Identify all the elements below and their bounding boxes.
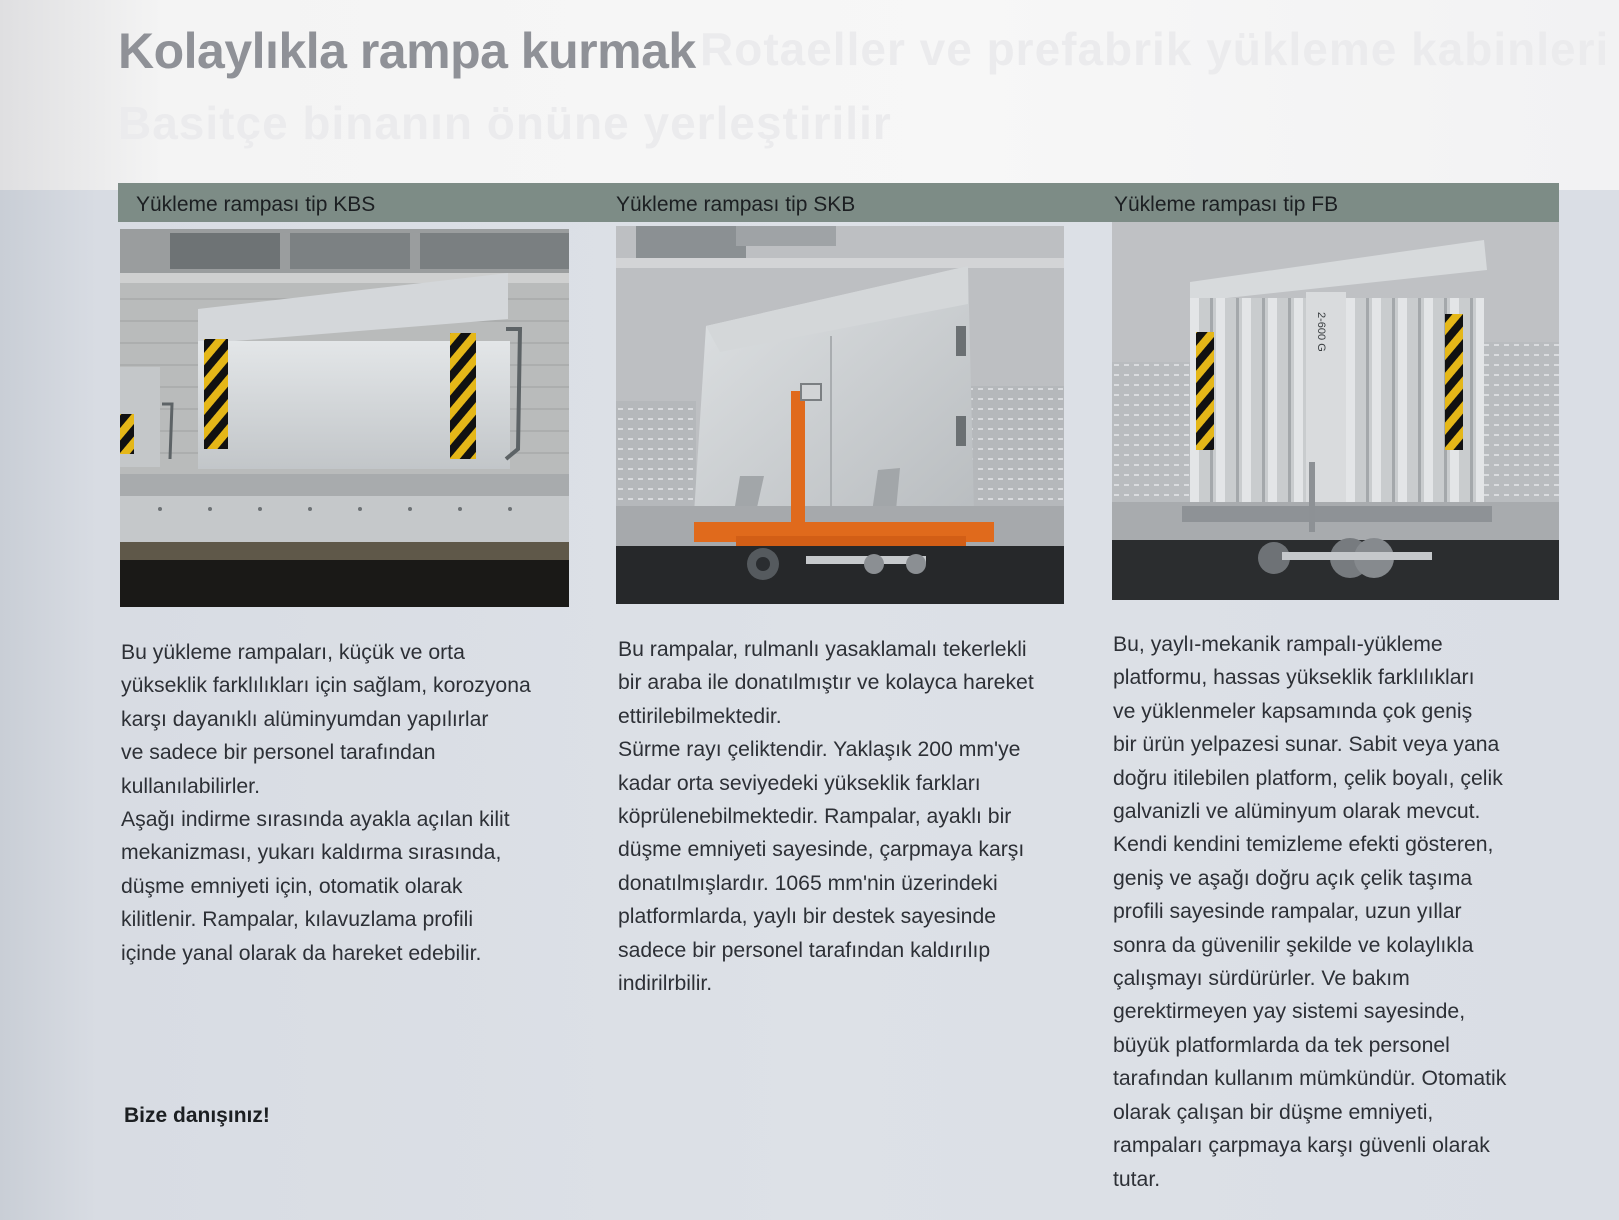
heading-skb: Yükleme rampası tip SKB xyxy=(616,193,856,216)
page-title: Kolaylıkla rampa kurmak xyxy=(118,23,696,79)
contact-us-callout: Bize danışınız! xyxy=(124,1104,270,1127)
skb-paragraph-1: Bu rampalar, rulmanlı yasaklamalı tekerlekli bir araba ile donatılmıştır ve kolayca hareket ettirilebilmektedir. xyxy=(618,638,1034,728)
photo-fb-ramp xyxy=(1112,222,1559,600)
ghost-text-line-2: Basitçe binanın önüne yerleştirilir xyxy=(118,97,892,149)
photo-kbs-ramp xyxy=(120,229,569,607)
fb-paragraph-1: Bu, yaylı-mekanik rampalı-yükleme platformu, hassas yükseklik farklılıkları ve yüklenmeler kapsamında çok geniş bir ürün yelpazesi sunar. Sabit veya yana doğru itilebilen platform, çelik boyalı, çelik galvanizli ve alüminyum olarak mevcut. Kendi kendini temizleme efekti gösteren, geniş ve aşağı doğru açık çelik taşıma profili sayesinde rampalar, uzun yıllar sonra da güvenilir şekilde ve kolaylıkla çalışmayı sürdürürler. Ve bakım gerektirmeyen yay sistemi sayesinde, büyük platformlarda da tek personel tarafından kullanım mümkündür. Otomatik olarak çalışan bir düşme emniyeti, rampaları çarpmaya karşı güvenli olarak tutar. xyxy=(1113,633,1507,1191)
kbs-paragraph-1: Bu yükleme rampaları, küçük ve orta yükseklik farklılıkları için sağlam, korozyona karşı dayanıklı alüminyumdan yapılırlar ve sadece bir personel tarafından kullanılabilirler. xyxy=(121,641,531,798)
kbs-paragraph-2: Aşağı indirme sırasında ayakla açılan kilit mekanizması, yukarı kaldırma sırasında, düşme emniyeti için, otomatik olarak kilitlenir. Rampalar, kılavuzlama profili içinde yanal olarak da hareket edebilir. xyxy=(121,808,510,965)
column-kbs-text xyxy=(121,636,591,970)
column-skb-text xyxy=(618,633,1088,1000)
column-fb-text xyxy=(1113,628,1593,1196)
photo-skb-ramp xyxy=(616,226,1064,604)
fb-plate-label: 2-600 G xyxy=(1315,312,1327,352)
skb-paragraph-2: Sürme rayı çeliktendir. Yaklaşık 200 mm'ye kadar orta seviyedeki yükseklik farkları köprülenebilmektedir. Rampalar, ayaklı bir düşme emniyeti sayesinde, çarpmaya karşı donatılmışlardır. 1065 mm'nin üzerindeki platformlarda, yaylı bir destek sayesinde sadece bir personel tarafından kaldırılıp indirilrbilir. xyxy=(618,738,1025,996)
heading-fb: Yükleme rampası tip FB xyxy=(1114,193,1339,216)
ghost-text-line-1: Rotaeller ve prefabrik yükleme kabinleri xyxy=(700,23,1610,75)
heading-kbs: Yükleme rampası tip KBS xyxy=(136,193,376,216)
